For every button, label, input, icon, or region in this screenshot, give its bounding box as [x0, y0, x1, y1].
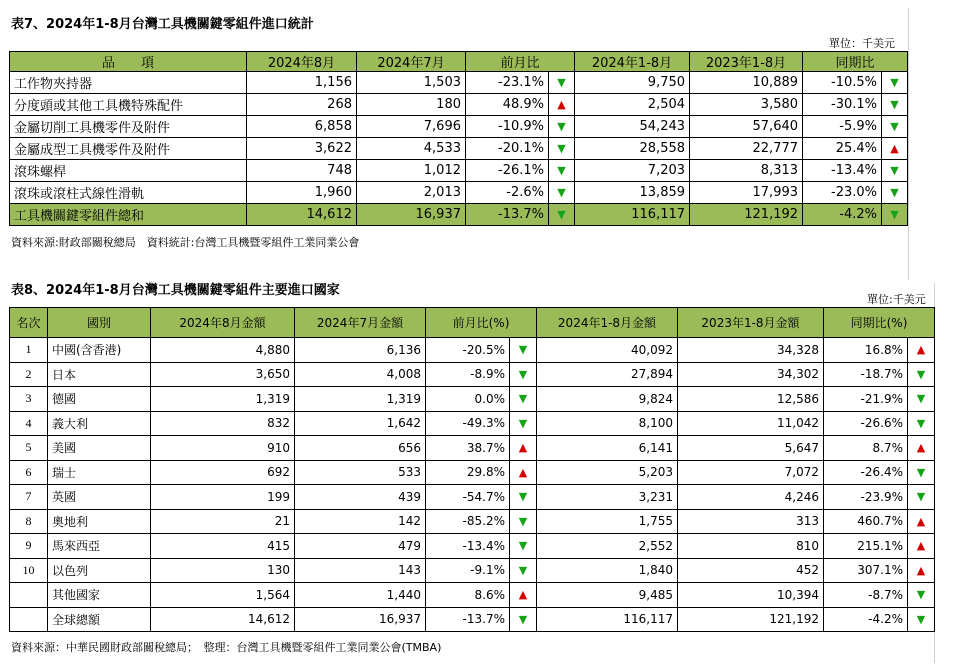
header-ytd23: 2023年1-8月: [690, 52, 803, 72]
ytd24-amount: 40,092: [537, 338, 678, 363]
table8-unit: 單位:千美元: [867, 293, 926, 306]
table7-row: [10, 116, 908, 138]
aug-amount: 832: [151, 411, 295, 436]
ytd24-amount: 2,552: [537, 534, 678, 559]
item-name: 分度頭或其他工具機特殊配件: [10, 94, 247, 116]
down-arrow-icon: ▼: [510, 411, 537, 436]
aug-amount: 1,319: [151, 387, 295, 412]
country-name: 中國(含香港): [48, 338, 151, 363]
yoy-value: -5.9%: [803, 116, 882, 138]
table7-row: [10, 160, 908, 182]
jul-amount: 16,937: [295, 607, 426, 632]
down-arrow-icon: ▼: [549, 204, 575, 226]
country-name: 瑞士: [48, 460, 151, 485]
yoy-pct: -21.9%: [824, 387, 908, 412]
table8-row: [10, 460, 935, 485]
country-name: 以色列: [48, 558, 151, 583]
up-arrow-icon: ▲: [510, 436, 537, 461]
up-arrow-icon: ▲: [908, 338, 935, 363]
country-name: 美國: [48, 436, 151, 461]
ytd24-amount: 116,117: [537, 607, 678, 632]
mom-value: -23.1%: [466, 72, 549, 94]
header-mom: 前月比: [466, 52, 575, 72]
mom-value: -10.9%: [466, 116, 549, 138]
table8-row: [10, 362, 935, 387]
down-arrow-icon: ▼: [510, 387, 537, 412]
ytd24-value: 9,750: [575, 72, 690, 94]
table8-row: [10, 338, 935, 363]
mom-pct: -20.5%: [426, 338, 510, 363]
down-arrow-icon: ▼: [908, 485, 935, 510]
up-arrow-icon: ▲: [908, 436, 935, 461]
header-aug: 2024年8月: [247, 52, 357, 72]
ytd24-value: 2,504: [575, 94, 690, 116]
ytd24-amount: 9,824: [537, 387, 678, 412]
item-name: 金屬成型工具機零件及附件: [10, 138, 247, 160]
mom-pct: 29.8%: [426, 460, 510, 485]
ytd23-amount: 313: [678, 509, 824, 534]
aug-amount: 3,650: [151, 362, 295, 387]
yoy-pct: -26.6%: [824, 411, 908, 436]
table7-row: [10, 182, 908, 204]
rank-value: 1: [10, 338, 48, 363]
jul-value: 1,012: [357, 160, 466, 182]
ytd23-value: 8,313: [690, 160, 803, 182]
table8-row: [10, 509, 935, 534]
up-arrow-icon: ▲: [908, 558, 935, 583]
country-name: 義大利: [48, 411, 151, 436]
down-arrow-icon: ▼: [549, 160, 575, 182]
aug-value: 268: [247, 94, 357, 116]
header-jul: 2024年7月: [357, 52, 466, 72]
aug-value: 1,156: [247, 72, 357, 94]
yoy-pct: -8.7%: [824, 583, 908, 608]
jul-value: 1,503: [357, 72, 466, 94]
table7-row: [10, 138, 908, 160]
down-arrow-icon: ▼: [510, 338, 537, 363]
jul-value: 7,696: [357, 116, 466, 138]
table8-row: [10, 583, 935, 608]
down-arrow-icon: ▼: [549, 72, 575, 94]
aug-amount: 14,612: [151, 607, 295, 632]
ytd24-amount: 6,141: [537, 436, 678, 461]
ytd23-amount: 121,192: [678, 607, 824, 632]
country-name: 其他國家: [48, 583, 151, 608]
header-jul-amount: 2024年7月金額: [295, 308, 426, 338]
country-name: 奧地利: [48, 509, 151, 534]
table8-header-row: [10, 308, 935, 338]
jul-amount: 1,642: [295, 411, 426, 436]
down-arrow-icon: ▼: [882, 72, 908, 94]
ytd23-value: 57,640: [690, 116, 803, 138]
yoy-pct: -4.2%: [824, 607, 908, 632]
ytd24-amount: 1,755: [537, 509, 678, 534]
ytd23-amount: 34,328: [678, 338, 824, 363]
ytd23-amount: 7,072: [678, 460, 824, 485]
aug-amount: 1,564: [151, 583, 295, 608]
rank-value: [10, 607, 48, 632]
header-yoy-pct: 同期比(%): [824, 308, 935, 338]
yoy-value: -23.0%: [803, 182, 882, 204]
aug-value: 1,960: [247, 182, 357, 204]
aug-value: 6,858: [247, 116, 357, 138]
jul-value: 4,533: [357, 138, 466, 160]
up-arrow-icon: ▲: [908, 509, 935, 534]
jul-amount: 439: [295, 485, 426, 510]
aug-value: 3,622: [247, 138, 357, 160]
ytd24-value: 28,558: [575, 138, 690, 160]
aug-amount: 199: [151, 485, 295, 510]
yoy-value: -4.2%: [803, 204, 882, 226]
table7-row: [10, 204, 908, 226]
country-name: 英國: [48, 485, 151, 510]
up-arrow-icon: ▲: [549, 94, 575, 116]
country-name: 馬來西亞: [48, 534, 151, 559]
jul-value: 2,013: [357, 182, 466, 204]
table8-row: [10, 534, 935, 559]
rank-value: 6: [10, 460, 48, 485]
table8-title: 表8、2024年1-8月台灣工具機關鍵零組件主要進口國家: [11, 283, 340, 298]
rank-value: 9: [10, 534, 48, 559]
down-arrow-icon: ▼: [510, 558, 537, 583]
jul-amount: 143: [295, 558, 426, 583]
table8: [9, 307, 935, 632]
ytd23-amount: 452: [678, 558, 824, 583]
mom-value: 48.9%: [466, 94, 549, 116]
header-ytd24-amount: 2024年1-8月金額: [537, 308, 678, 338]
aug-amount: 692: [151, 460, 295, 485]
table7-header-row: [10, 52, 908, 72]
mom-pct: -13.4%: [426, 534, 510, 559]
aug-amount: 21: [151, 509, 295, 534]
yoy-pct: -23.9%: [824, 485, 908, 510]
header-rank: 名次: [10, 308, 48, 338]
down-arrow-icon: ▼: [908, 362, 935, 387]
mom-pct: -8.9%: [426, 362, 510, 387]
down-arrow-icon: ▼: [882, 116, 908, 138]
ytd23-amount: 4,246: [678, 485, 824, 510]
mom-pct: 8.6%: [426, 583, 510, 608]
country-name: 全球總額: [48, 607, 151, 632]
ytd24-value: 116,117: [575, 204, 690, 226]
jul-amount: 6,136: [295, 338, 426, 363]
aug-amount: 4,880: [151, 338, 295, 363]
ytd24-amount: 5,203: [537, 460, 678, 485]
ytd23-value: 10,889: [690, 72, 803, 94]
yoy-value: -30.1%: [803, 94, 882, 116]
ytd24-value: 54,243: [575, 116, 690, 138]
rank-value: 7: [10, 485, 48, 510]
ytd24-amount: 27,894: [537, 362, 678, 387]
header-ytd23-amount: 2023年1-8月金額: [678, 308, 824, 338]
table7-row: [10, 72, 908, 94]
yoy-pct: 460.7%: [824, 509, 908, 534]
down-arrow-icon: ▼: [510, 607, 537, 632]
mom-pct: 0.0%: [426, 387, 510, 412]
down-arrow-icon: ▼: [908, 607, 935, 632]
aug-amount: 130: [151, 558, 295, 583]
ytd23-amount: 5,647: [678, 436, 824, 461]
down-arrow-icon: ▼: [510, 362, 537, 387]
down-arrow-icon: ▼: [882, 182, 908, 204]
mom-value: -20.1%: [466, 138, 549, 160]
jul-amount: 1,319: [295, 387, 426, 412]
rank-value: 8: [10, 509, 48, 534]
yoy-pct: 8.7%: [824, 436, 908, 461]
item-name: 滾珠螺桿: [10, 160, 247, 182]
yoy-value: -10.5%: [803, 72, 882, 94]
yoy-value: 25.4%: [803, 138, 882, 160]
down-arrow-icon: ▼: [908, 411, 935, 436]
header-item: 品 項: [10, 52, 247, 72]
ytd24-value: 7,203: [575, 160, 690, 182]
ytd23-amount: 810: [678, 534, 824, 559]
jul-amount: 1,440: [295, 583, 426, 608]
up-arrow-icon: ▲: [510, 460, 537, 485]
item-name: 滾珠或滾柱式線性滑軌: [10, 182, 247, 204]
up-arrow-icon: ▲: [908, 534, 935, 559]
mom-pct: -13.7%: [426, 607, 510, 632]
table8-source: 資料來源：中華民國財政部關稅總局； 整理：台灣工具機暨零組件工業同業公會(TMBA): [11, 641, 442, 654]
table7-row: [10, 94, 908, 116]
rank-value: 10: [10, 558, 48, 583]
down-arrow-icon: ▼: [549, 182, 575, 204]
down-arrow-icon: ▼: [882, 204, 908, 226]
ytd23-amount: 12,586: [678, 387, 824, 412]
yoy-pct: -18.7%: [824, 362, 908, 387]
table8-row: [10, 387, 935, 412]
page-guide-line: [908, 8, 909, 280]
mom-pct: 38.7%: [426, 436, 510, 461]
aug-value: 14,612: [247, 204, 357, 226]
country-name: 德國: [48, 387, 151, 412]
ytd24-amount: 3,231: [537, 485, 678, 510]
rank-value: 4: [10, 411, 48, 436]
mom-value: -2.6%: [466, 182, 549, 204]
jul-amount: 142: [295, 509, 426, 534]
yoy-value: -13.4%: [803, 160, 882, 182]
ytd24-amount: 8,100: [537, 411, 678, 436]
mom-pct: -49.3%: [426, 411, 510, 436]
ytd24-value: 13,859: [575, 182, 690, 204]
down-arrow-icon: ▼: [882, 94, 908, 116]
mom-value: -26.1%: [466, 160, 549, 182]
down-arrow-icon: ▼: [549, 116, 575, 138]
down-arrow-icon: ▼: [908, 460, 935, 485]
rank-value: 5: [10, 436, 48, 461]
jul-value: 16,937: [357, 204, 466, 226]
mom-pct: -85.2%: [426, 509, 510, 534]
table8-row: [10, 411, 935, 436]
table7-source: 資料來源:財政部關稅總局 資料統計:台灣工具機暨零組件工業同業公會: [11, 236, 360, 249]
down-arrow-icon: ▼: [510, 509, 537, 534]
mom-pct: -9.1%: [426, 558, 510, 583]
ytd24-amount: 1,840: [537, 558, 678, 583]
header-ytd24: 2024年1-8月: [575, 52, 690, 72]
header-yoy: 同期比: [803, 52, 908, 72]
ytd23-amount: 11,042: [678, 411, 824, 436]
ytd23-value: 121,192: [690, 204, 803, 226]
ytd23-value: 17,993: [690, 182, 803, 204]
jul-amount: 479: [295, 534, 426, 559]
table8-row: [10, 558, 935, 583]
up-arrow-icon: ▲: [882, 138, 908, 160]
ytd23-value: 3,580: [690, 94, 803, 116]
ytd23-value: 22,777: [690, 138, 803, 160]
header-mom-pct: 前月比(%): [426, 308, 537, 338]
mom-value: -13.7%: [466, 204, 549, 226]
table8-row: [10, 436, 935, 461]
table8-row: [10, 485, 935, 510]
country-name: 日本: [48, 362, 151, 387]
rank-value: 2: [10, 362, 48, 387]
mom-pct: -54.7%: [426, 485, 510, 510]
ytd23-amount: 10,394: [678, 583, 824, 608]
yoy-pct: 215.1%: [824, 534, 908, 559]
table7-unit: 單位：千美元: [829, 37, 895, 50]
ytd23-amount: 34,302: [678, 362, 824, 387]
aug-value: 748: [247, 160, 357, 182]
yoy-pct: 16.8%: [824, 338, 908, 363]
rank-value: [10, 583, 48, 608]
item-name: 金屬切削工具機零件及附件: [10, 116, 247, 138]
down-arrow-icon: ▼: [908, 387, 935, 412]
item-name: 工具機關鍵零組件總和: [10, 204, 247, 226]
down-arrow-icon: ▼: [882, 160, 908, 182]
yoy-pct: 307.1%: [824, 558, 908, 583]
header-country: 國別: [48, 308, 151, 338]
table8-row: [10, 607, 935, 632]
ytd24-amount: 9,485: [537, 583, 678, 608]
item-name: 工作物夾持器: [10, 72, 247, 94]
aug-amount: 415: [151, 534, 295, 559]
yoy-pct: -26.4%: [824, 460, 908, 485]
rank-value: 3: [10, 387, 48, 412]
down-arrow-icon: ▼: [908, 583, 935, 608]
up-arrow-icon: ▲: [510, 583, 537, 608]
jul-amount: 533: [295, 460, 426, 485]
table7: [9, 51, 908, 226]
down-arrow-icon: ▼: [510, 485, 537, 510]
jul-amount: 4,008: [295, 362, 426, 387]
down-arrow-icon: ▼: [510, 534, 537, 559]
down-arrow-icon: ▼: [549, 138, 575, 160]
jul-amount: 656: [295, 436, 426, 461]
jul-value: 180: [357, 94, 466, 116]
aug-amount: 910: [151, 436, 295, 461]
header-aug-amount: 2024年8月金額: [151, 308, 295, 338]
table7-title: 表7、2024年1-8月台灣工具機關鍵零組件進口統計: [11, 17, 314, 32]
